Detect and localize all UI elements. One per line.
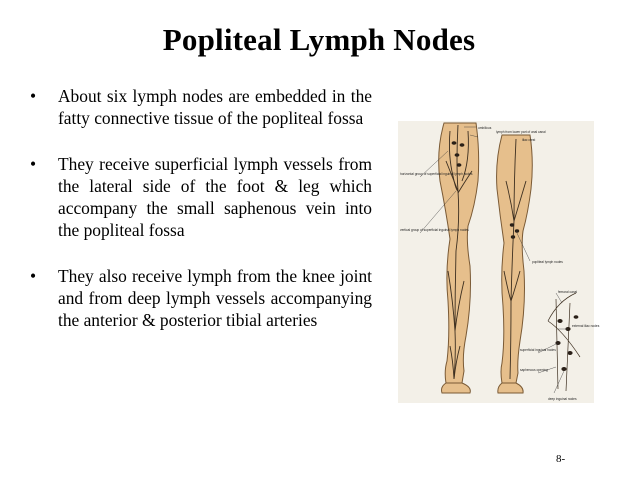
back-foot-shape xyxy=(498,383,523,393)
label-superficial-inguinal: superficial inguinal nodes xyxy=(520,348,556,352)
bullet-text: They also receive lymph from the knee joint and from deep lymph vessels accompanying the anterior & posterior tibial arteries xyxy=(58,266,372,330)
label-external-iliac: external iliac nodes xyxy=(572,324,600,328)
label-iliac-crest: iliac crest xyxy=(522,138,536,142)
slide-title: Popliteal Lymph Nodes xyxy=(162,22,476,57)
bullet-item xyxy=(30,85,372,129)
lymph-drainage-illustration xyxy=(398,121,600,403)
bullet-text: They receive superficial lymph vessels from the lateral side of the foot & leg which accompany the small saphenous vein into the popliteal fossa xyxy=(58,154,372,240)
label-umbilicus: umbilicus xyxy=(478,126,492,130)
label-vertical-group: vertical group of superficial inguinal lymph nodes xyxy=(400,228,469,232)
bullet-marker: • xyxy=(30,266,37,286)
bullet-item xyxy=(30,153,372,241)
label-femoral-canal: femoral canal xyxy=(558,290,578,294)
bullet-text: About six lymph nodes are embedded in the fatty connective tissue of the popliteal fossa xyxy=(58,86,372,128)
label-lymph-from-lower-part: lymph from lower part of anal canal xyxy=(496,130,546,134)
page-number: 8- xyxy=(556,453,566,465)
label-horizontal-group: horizontal group of superficial inguinal lymph nodes xyxy=(400,172,473,176)
bullet-marker: • xyxy=(30,154,37,174)
figure-background xyxy=(398,121,594,403)
label-saphenous-opening: saphenous opening xyxy=(520,368,548,372)
bullet-list xyxy=(30,85,372,331)
bullet-item xyxy=(30,265,372,331)
bullet-marker: • xyxy=(30,86,37,106)
label-popliteal-nodes: popliteal lymph nodes xyxy=(532,260,563,264)
front-foot-shape xyxy=(442,383,471,393)
label-deep-inguinal: deep inguinal nodes xyxy=(548,397,577,401)
